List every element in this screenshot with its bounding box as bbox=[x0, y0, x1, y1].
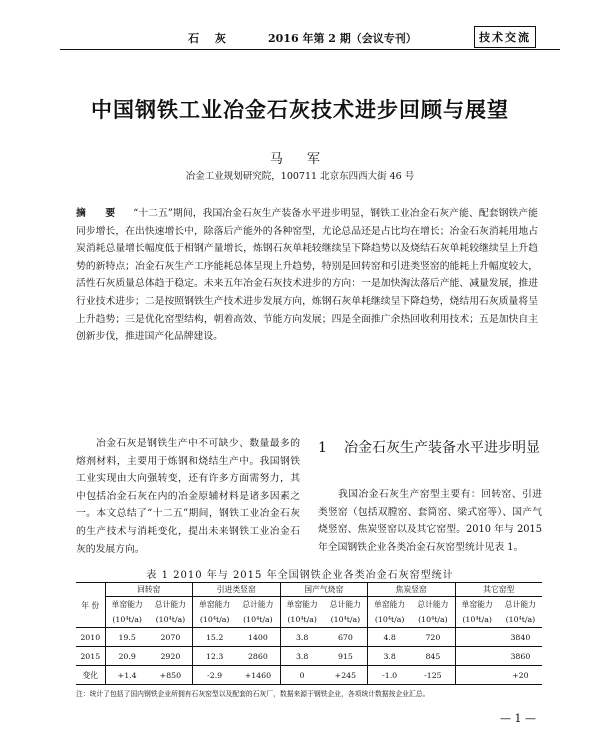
sub-header: 单窑能力 bbox=[199, 600, 231, 609]
table-row bbox=[76, 628, 542, 647]
table-cell: 915 bbox=[324, 647, 368, 666]
table-cell bbox=[455, 666, 499, 685]
section-number: 1 bbox=[318, 440, 327, 456]
kiln-statistics-table bbox=[76, 582, 542, 685]
article-title: 中国钢铁工业冶金石灰技术进步回顾与展望 bbox=[91, 98, 509, 122]
table-cell: 2920 bbox=[149, 647, 193, 666]
table-cell: 0 bbox=[280, 666, 324, 685]
table-cell: 720 bbox=[411, 628, 455, 647]
sub-header: 单窑能力 bbox=[286, 600, 318, 609]
table-cell: +245 bbox=[324, 666, 368, 685]
table-cell bbox=[455, 628, 499, 647]
table-cell: 845 bbox=[411, 647, 455, 666]
table-cell: 19.5 bbox=[105, 628, 149, 647]
group-header: 其它窑型 bbox=[455, 583, 542, 597]
table-cell: -125 bbox=[411, 666, 455, 685]
sub-header: 总计能力 bbox=[149, 597, 193, 613]
table-cell: +1460 bbox=[236, 666, 280, 685]
unit-label: (10⁴t/a) bbox=[105, 612, 149, 628]
unit-label: (10⁴t/a) bbox=[280, 612, 324, 628]
running-header bbox=[0, 0, 600, 56]
table-unit-row bbox=[76, 612, 542, 628]
group-header: 回转窑 bbox=[105, 583, 193, 597]
sub-header: 单窑能力 bbox=[374, 600, 406, 609]
intro-paragraph: 冶金石灰是钢铁生产中不可缺少、数量最多的熔剂材料，主要用于炼钢和烧结生产中。我国钢铁工业实现由大向强转变，还有许多方面需努力，其中包括冶金石灰在内的冶金原辅材料是诸多因素之一。本文总结了“十二五”期间，钢铁工业冶金石灰的生产技术与消耗变化，提出未来钢铁工业冶金石灰的发展方向。 bbox=[76, 438, 300, 555]
author-affiliation: 冶金工业规划研究院，100711 北京东四西大街 46 号 bbox=[185, 171, 415, 182]
group-header: 焦炭竖窑 bbox=[368, 583, 456, 597]
sub-header: 单窑能力 bbox=[111, 600, 143, 609]
table-cell: +850 bbox=[149, 666, 193, 685]
issue-info: 2016 年第 2 期（会议专刊） bbox=[268, 32, 417, 45]
section-title: 冶金石灰生产装备水平进步明显 bbox=[344, 440, 540, 456]
table-cell: 3.8 bbox=[368, 647, 412, 666]
journal-name: 石 灰 bbox=[188, 32, 232, 45]
section-label: 技术交流 bbox=[474, 26, 536, 48]
table-cell: 3.8 bbox=[280, 647, 324, 666]
unit-label: (10⁴t/a) bbox=[324, 612, 368, 628]
sub-header: 总计能力 bbox=[236, 597, 280, 613]
abstract-label: 摘 要 bbox=[76, 208, 124, 219]
page-number: — 1 — bbox=[500, 712, 536, 725]
sub-header: 单窑能力 bbox=[461, 600, 493, 609]
table-cell: 20.9 bbox=[105, 647, 149, 666]
table-cell: +20 bbox=[499, 666, 542, 685]
unit-label: (10⁴t/a) bbox=[499, 612, 542, 628]
table-cell: -2.9 bbox=[193, 666, 237, 685]
table-cell: +1.4 bbox=[105, 666, 149, 685]
table-cell: 4.8 bbox=[368, 628, 412, 647]
sub-header: 总计能力 bbox=[411, 597, 455, 613]
table-cell: 2860 bbox=[236, 647, 280, 666]
table-caption: 表 1 2010 年与 2015 年全国钢铁企业各类冶金石灰窑型统计 bbox=[146, 570, 454, 581]
table-cell: 3840 bbox=[499, 628, 542, 647]
section-paragraph: 我国冶金石灰生产窑型主要有：回转窑、引进类竖窑（包括双膛窑、套筒窑、梁式窑等）、国产气烧竖窑、焦炭竖窑以及其它窑型。2010 年与 2015 年全国钢铁企业各类冶金石灰窑型统计见表 1。 bbox=[318, 489, 542, 553]
year-column-header: 年 份 bbox=[76, 583, 105, 628]
table-cell bbox=[455, 647, 499, 666]
section-heading bbox=[318, 438, 546, 459]
table-group-header-row bbox=[76, 583, 542, 597]
table-cell: 670 bbox=[324, 628, 368, 647]
sub-header: 总计能力 bbox=[504, 600, 536, 609]
table-cell: -1.0 bbox=[368, 666, 412, 685]
table-cell: 3860 bbox=[499, 647, 542, 666]
row-year: 变化 bbox=[76, 666, 105, 685]
unit-label: (10⁴t/a) bbox=[193, 612, 237, 628]
unit-label: (10⁴t/a) bbox=[236, 612, 280, 628]
sub-header: 总计能力 bbox=[324, 597, 368, 613]
table-sub-header-row bbox=[76, 597, 542, 613]
table-cell: 3.8 bbox=[280, 628, 324, 647]
table-note: 注：统计了包括了国内钢铁企业所拥有石灰窑型以及配套的石灰厂，数据来源于钢铁企业，各项统计数据按企业汇总。 bbox=[76, 690, 430, 698]
abstract-text: “十二五”期间，我国冶金石灰生产装备水平进步明显，钢铁工业冶金石灰产能、配套钢铁产能同步增长，在出快速增长中，除落后产能外的各种窑型，尤论总品还是占比均在增长；冶金石灰消耗用地占炭消耗总量增长幅度低于相钢产量增长，炼钢石灰单耗较继续呈下降趋势以及烧结石灰单耗较继续呈上升趋势的新特点；冶金石灰生产工序能耗总体呈现上升趋势，特别是回转窑和引进类竖窑的能耗上升幅度较大，活性石灰质量总体趋于稳定。未来五年冶金石灰技术进步的方向：一是加快淘汰落后产能、减量发展，推进行业技术进步；二是按照钢铁生产技术进步发展方向，炼钢石灰单耗继续呈下降趋势，烧结用石灰质量将呈上升趋势；三是优化窑型结构，朝着高效、节能方向发展；四是全面推广余热回收利用技术；五是加快自主创新步伐，推进国产化品牌建设。 bbox=[76, 208, 538, 343]
group-header: 引进类竖窑 bbox=[193, 583, 281, 597]
table-row bbox=[76, 666, 542, 685]
table-cell: 15.2 bbox=[193, 628, 237, 647]
row-year: 2010 bbox=[76, 628, 105, 647]
table-row bbox=[76, 647, 542, 666]
group-header: 国产气烧窑 bbox=[280, 583, 368, 597]
author-name: 马 军 bbox=[269, 152, 331, 167]
table-cell: 12.3 bbox=[193, 647, 237, 666]
unit-label: (10⁴t/a) bbox=[149, 612, 193, 628]
header-rule bbox=[60, 49, 560, 50]
unit-label: (10⁴t/a) bbox=[368, 612, 412, 628]
unit-label: (10⁴t/a) bbox=[411, 612, 455, 628]
table-cell: 2070 bbox=[149, 628, 193, 647]
table-cell: 1400 bbox=[236, 628, 280, 647]
row-year: 2015 bbox=[76, 647, 105, 666]
unit-label: (10⁴t/a) bbox=[455, 612, 499, 628]
abstract bbox=[76, 205, 538, 346]
